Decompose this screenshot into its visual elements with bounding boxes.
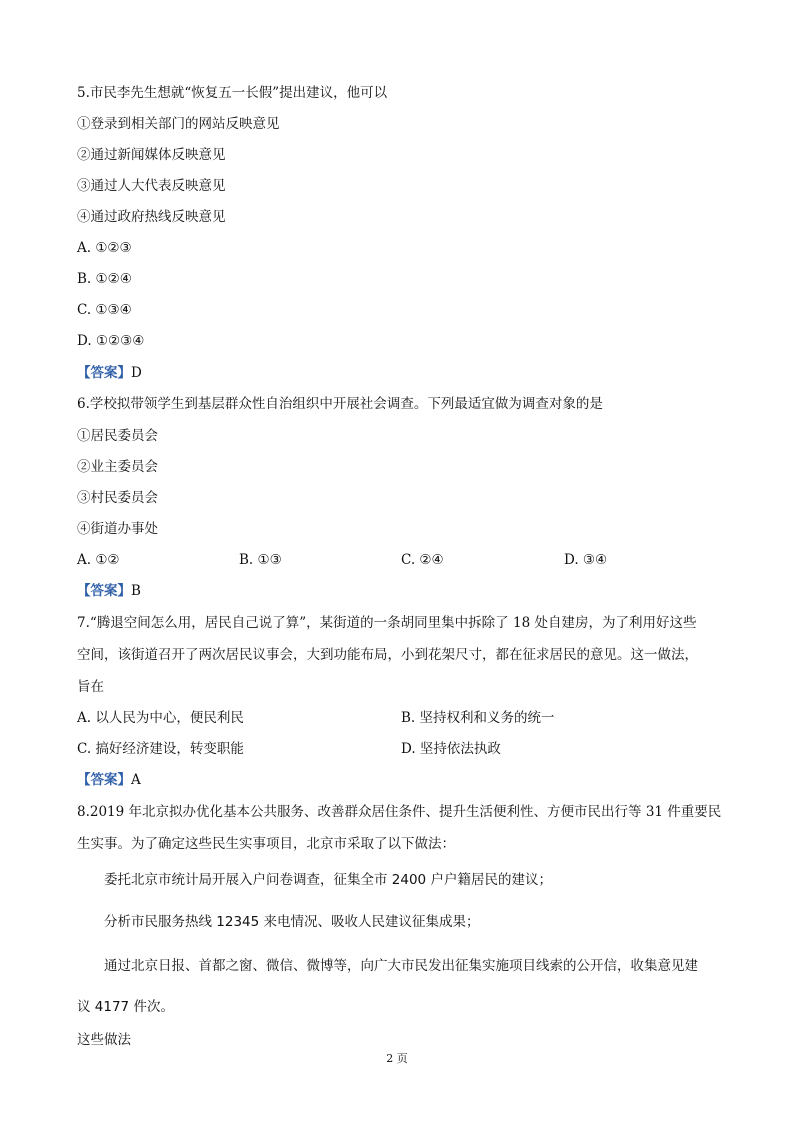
- q5-option-a: A. ①②③: [77, 240, 132, 256]
- q7-stem-line-2: 空间，该街道召开了两次居民议事会，大到功能布局，小到花架尺寸，都在征求居民的意见。这一做法，: [77, 647, 698, 663]
- q8-method-1: 委托北京市统计局开展入户问卷调查，征集全市 2400 户户籍居民的建议；: [104, 872, 552, 888]
- q5-item-4: ④通过政府热线反映意见: [77, 209, 226, 225]
- page-number: 2 页: [386, 1052, 408, 1065]
- q6-item-1: ①居民委员会: [77, 428, 158, 444]
- q6-option-a: A. ①②: [77, 552, 120, 568]
- q8-method-2: 分析市民服务热线 12345 来电情况、吸收人民建议征集成果；: [104, 914, 480, 930]
- q7-stem-line-3: 旨在: [77, 679, 104, 695]
- q7-option-b: B. 坚持权利和义务的统一: [401, 710, 555, 726]
- q8-closing: 这些做法: [77, 1032, 131, 1048]
- q7-option-d: D. 坚持依法执政: [401, 741, 501, 757]
- q6-option-c: C. ②④: [401, 552, 444, 568]
- q6-item-4: ④街道办事处: [77, 521, 158, 537]
- q8-stem-line-1: 8.2019 年北京拟办优化基本公共服务、改善群众居住条件、提升生活便利性、方便市民出行等 31 件重要民: [77, 804, 722, 820]
- answer-tag: 【答案】: [77, 365, 131, 381]
- q6-item-3: ③村民委员会: [77, 490, 158, 506]
- q8-method-3-cont: 议 4177 件次。: [77, 999, 174, 1015]
- q5-option-d: D. ①②③④: [77, 333, 145, 349]
- answer-value: B: [131, 583, 141, 599]
- q6-option-d: D. ③④: [564, 552, 608, 568]
- q6-option-b: B. ①③: [239, 552, 282, 568]
- answer-value: D: [131, 365, 142, 381]
- q7-option-a: A. 以人民为中心，便民利民: [77, 710, 244, 726]
- q5-answer: [77, 364, 142, 382]
- q5-item-1: ①登录到相关部门的网站反映意见: [77, 116, 280, 132]
- q5-item-2: ②通过新闻媒体反映意见: [77, 147, 226, 163]
- q5-option-b: B. ①②④: [77, 271, 132, 287]
- q7-answer: [77, 771, 141, 789]
- answer-tag: 【答案】: [77, 772, 131, 788]
- q5-option-c: C. ①③④: [77, 302, 132, 318]
- q6-stem: 6.学校拟带领学生到基层群众性自治组织中开展社会调查。下列最适宜做为调查对象的是: [77, 396, 603, 412]
- answer-tag: 【答案】: [77, 583, 131, 599]
- answer-value: A: [131, 772, 141, 788]
- q5-item-3: ③通过人大代表反映意见: [77, 178, 226, 194]
- q7-stem-line-1: 7.“腾退空间怎么用，居民自己说了算”，某街道的一条胡同里集中拆除了 18 处自建房，为了利用好这些: [77, 615, 697, 631]
- q6-answer: [77, 582, 141, 600]
- q8-method-3: 通过北京日报、首都之窗、微信、微博等，向广大市民发出征集实施项目线索的公开信，收集意见建: [104, 958, 698, 974]
- q5-stem: 5.市民李先生想就“恢复五一长假”提出建议，他可以: [77, 85, 388, 101]
- q7-option-c: C. 搞好经济建设，转变职能: [77, 741, 244, 757]
- q8-stem-line-2: 生实事。为了确定这些民生实事项目，北京市采取了以下做法：: [77, 836, 455, 852]
- q6-item-2: ②业主委员会: [77, 459, 158, 475]
